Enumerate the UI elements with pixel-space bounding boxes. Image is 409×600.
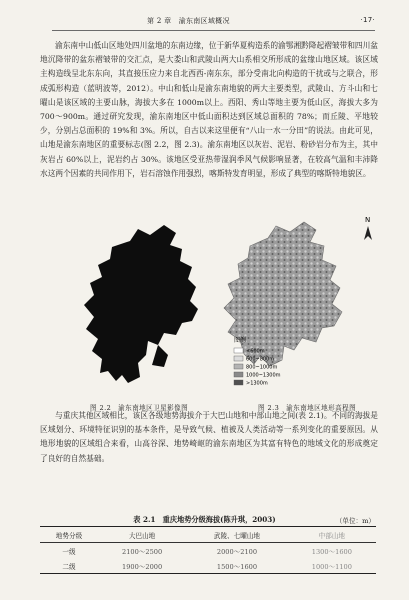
region-silhouette (84, 225, 198, 383)
satellite-image-figure (72, 205, 212, 400)
running-header (52, 14, 375, 31)
legend-label: 1000~1300m (246, 372, 281, 379)
table-row (40, 543, 376, 559)
table-row (40, 558, 376, 574)
table-header-cell: 地势分级 (55, 531, 83, 540)
legend-swatch (234, 372, 243, 377)
figure-caption-right: 图 2.3 渝东南地区地形高程图 (258, 404, 357, 412)
legend-swatch (234, 356, 243, 361)
legend-label: 600~800m (246, 356, 275, 363)
legend-swatch (234, 348, 243, 353)
table-cell: 一级 (62, 547, 76, 556)
legend-label: 800~1000m (246, 364, 278, 371)
table-header-row (40, 527, 376, 543)
figure-caption-left: 图 2.2 渝东南地区卫星影像图 (90, 404, 189, 412)
table-cell: 二级 (62, 562, 76, 571)
body-paragraph-2: 与重庆其他区域相比，该区各级地势海拔介于大巴山地和中部山地之间(表 2.1)。不同的海拔是区域划分、环境特征识别的基本条件，是导致气候、植被及人类活动等一系列变化的重要原因。从地形地貌的区域组合来看，山高谷深、地势崎岖的渝东南地区为其富有特色的地域文化的形成奠定了良好的自然基础。 (40, 411, 378, 463)
legend-label: <600m (246, 348, 265, 355)
chapter-title: 第 2 章 渝东南区域概况 (147, 17, 230, 25)
table-title: 表 2.1 重庆地势分级海拔(陈升琪，2003) (133, 515, 276, 524)
table-header-cell: 武陵、七曜山地 (213, 531, 261, 540)
region-notch (152, 345, 168, 367)
table-cell: 1900～2000 (122, 562, 163, 571)
elevation-table (40, 526, 376, 574)
table-cell: 2000～2100 (216, 547, 258, 556)
table-cell: 1500～1600 (216, 562, 258, 571)
elevation-region (224, 222, 342, 366)
elevation-map-figure (220, 208, 390, 403)
legend-swatch (234, 380, 243, 385)
legend-title: 图例 (234, 337, 247, 344)
legend-swatch (234, 364, 243, 369)
table-cell: 2100～2500 (122, 547, 163, 556)
svg-text:N: N (365, 216, 371, 224)
body-paragraph-1: 渝东南中山低山区地处四川盆地的东南边缘，位于新华夏构造系的渝鄂湘黔降起褶皱带和四川盆地沉降带的盆东褶皱带的交汇点，是大娄山和武陵山两大山系相交所形成的盆缘山地区域。该区域主构造线呈北东东向，其直接压应力来自北西西-南东东，部分受南北向构造的干扰或与之联合，形成弧形构造（蓝明波等，2012）。中山和低山是渝东南地貌的两大主要类型，武陵山、方斗山和七曜山是该区域的主要山脉，海拔大多在 1000m以上。西阳、秀山等地主要为低山区，海拔大多为 700～900m。通过研究发现，渝东南地区中低山面积达到区域总面积的 78%；而丘陵、平地较少，分别占总面积的 19%和 3%。所以，自古以来这里便有“八山一水一分田”的说法。由此可见，山地是渝东南地区的重要标志(图 2.2，图 2.3)。渝东南地区以灰岩、泥岩、粉砂岩分布为主，其中灰岩占 60%以上，泥岩约占 30%。该地区受亚热带湿润季风气候影响显著，在较高气温和丰沛降水这两个因素的共同作用下，岩石溶蚀作用强烈，喀斯特发育明显，形成了典型的喀斯特地貌区。 (40, 41, 378, 178)
table-unit: （单位：m） (335, 517, 375, 525)
north-arrow-icon (364, 216, 372, 240)
page-number: ·17· (360, 16, 375, 24)
table-cell: 1000～1100 (311, 562, 352, 571)
legend-label: >1300m (246, 380, 268, 387)
table-cell: 1300～1600 (311, 547, 352, 556)
table-header-cell: 大巴山地 (128, 531, 156, 540)
table-header-cell: 中部山地 (318, 531, 346, 540)
